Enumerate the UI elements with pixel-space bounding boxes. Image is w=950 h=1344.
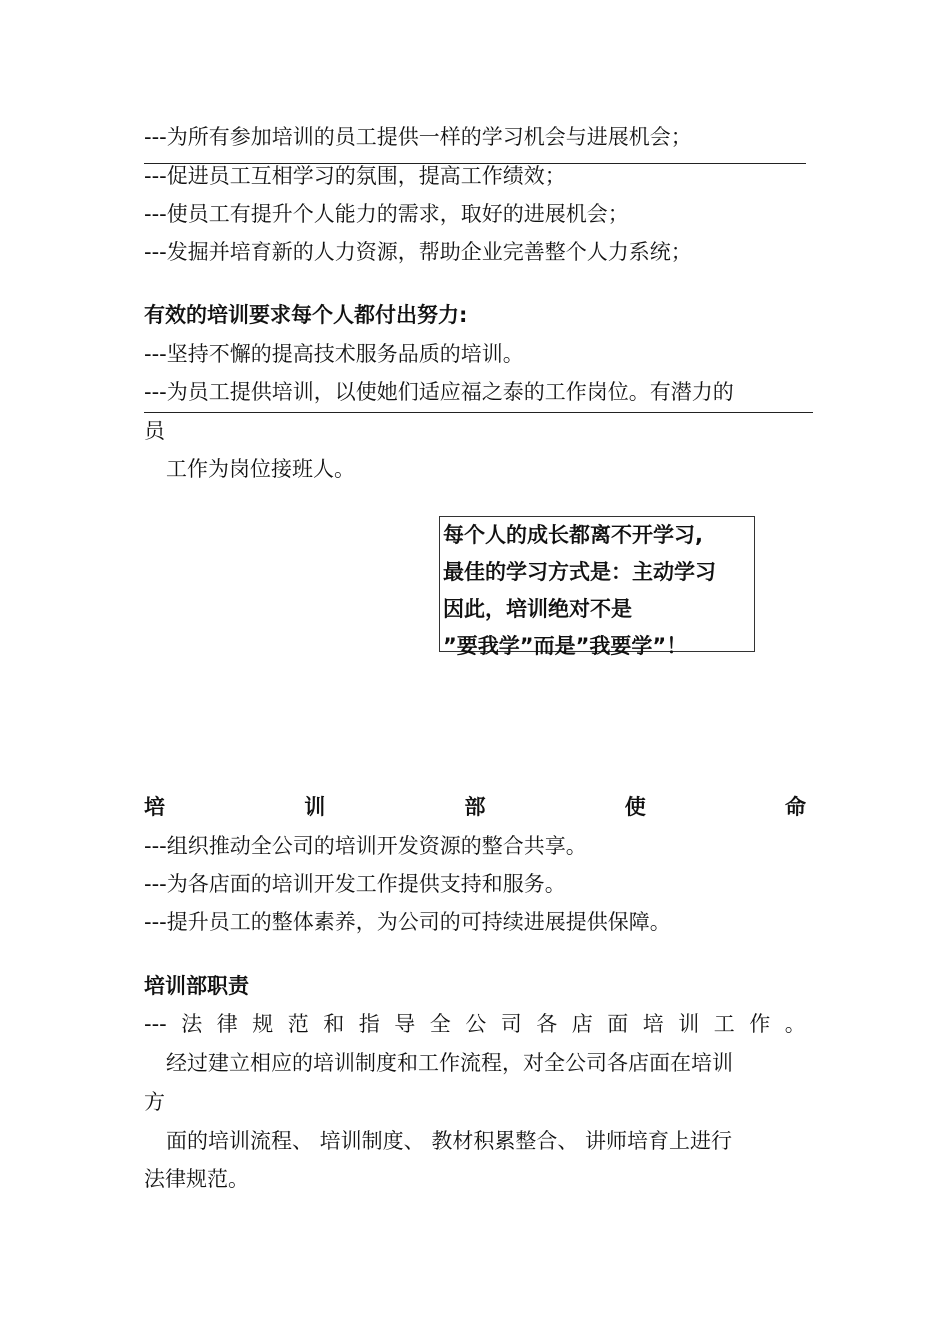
duties-char: 规 bbox=[252, 1012, 274, 1036]
goal-line-1: ---为所有参加培训的员工提供一样的学习机会与进展机会； bbox=[144, 125, 692, 149]
mission-heading-char: 命 bbox=[785, 795, 806, 819]
duties-char: 面 bbox=[607, 1012, 629, 1036]
mission-line-2: ---为各店面的培训开发工作提供支持和服务。 bbox=[144, 872, 566, 896]
mission-heading-char: 培 bbox=[144, 795, 165, 819]
mission-heading-char: 训 bbox=[304, 795, 326, 819]
goal-line-3: ---使员工有提升个人能力的需求，取好的进展机会； bbox=[144, 202, 629, 226]
duties-line-1 bbox=[144, 1011, 806, 1037]
duties-heading: 培训部职责 bbox=[144, 974, 249, 998]
goal-line-4: ---发掘并培育新的人力资源，帮助企业完善整个人力系统； bbox=[144, 240, 692, 264]
callout-line-4: ”要我学”而是”我要学”！ bbox=[443, 634, 688, 658]
duties-char: 范 bbox=[287, 1012, 309, 1036]
duties-line-5: 法律规范。 bbox=[144, 1167, 249, 1191]
effort-line-4: 工作为岗位接班人。 bbox=[166, 457, 355, 481]
mission-heading bbox=[144, 794, 806, 820]
callout-box bbox=[439, 516, 755, 658]
duties-line-4: 面的培训流程、 培训制度、 教材积累整合、 讲师培育上进行 bbox=[166, 1129, 733, 1153]
mission-heading-char: 部 bbox=[464, 795, 486, 819]
effort-line-2: ---为员工提供培训，以使她们适应福之泰的工作岗位。有潜力的 bbox=[144, 380, 734, 404]
duties-char: 各 bbox=[536, 1012, 558, 1036]
callout-line-1: 每个人的成长都离不开学习, bbox=[443, 523, 703, 547]
duties-char: 法 bbox=[181, 1012, 203, 1036]
effort-heading: 有效的培训要求每个人都付出努力: bbox=[144, 303, 468, 327]
duties-line-3: 方 bbox=[144, 1090, 165, 1114]
mission-line-3: ---提升员工的整体素养，为公司的可持续进展提供保障。 bbox=[144, 910, 671, 934]
mission-line-1: ---组织推动全公司的培训开发资源的整合共享。 bbox=[144, 834, 587, 858]
duties-char: 全 bbox=[429, 1012, 451, 1036]
duties-char: 律 bbox=[216, 1012, 238, 1036]
mission-heading-char: 使 bbox=[624, 795, 646, 819]
duties-char: 工 bbox=[713, 1012, 735, 1036]
duties-char: 培 bbox=[642, 1012, 664, 1036]
goal-line-2: ---促进员工互相学习的氛围，提高工作绩效； bbox=[144, 164, 566, 188]
duties-char: 训 bbox=[678, 1012, 700, 1036]
duties-char: 司 bbox=[500, 1012, 522, 1036]
callout-line-2: 最佳的学习方式是：主动学习 bbox=[443, 560, 716, 584]
duties-char: 店 bbox=[571, 1012, 593, 1036]
duties-char: 和 bbox=[323, 1012, 345, 1036]
duties-char: --- bbox=[144, 1012, 167, 1036]
duties-char: 。 bbox=[784, 1012, 806, 1036]
duties-char: 公 bbox=[465, 1012, 487, 1036]
underline-rule bbox=[144, 412, 813, 413]
callout-line-3: 因此，培训绝对不是 bbox=[443, 597, 632, 621]
duties-char: 导 bbox=[394, 1012, 416, 1036]
duties-char: 作 bbox=[749, 1012, 771, 1036]
effort-line-3: 员 bbox=[144, 419, 165, 443]
effort-line-1: ---坚持不懈的提高技术服务品质的培训。 bbox=[144, 342, 524, 366]
duties-char: 指 bbox=[358, 1012, 380, 1036]
duties-line-2: 经过建立相应的培训制度和工作流程，对全公司各店面在培训 bbox=[166, 1051, 733, 1075]
